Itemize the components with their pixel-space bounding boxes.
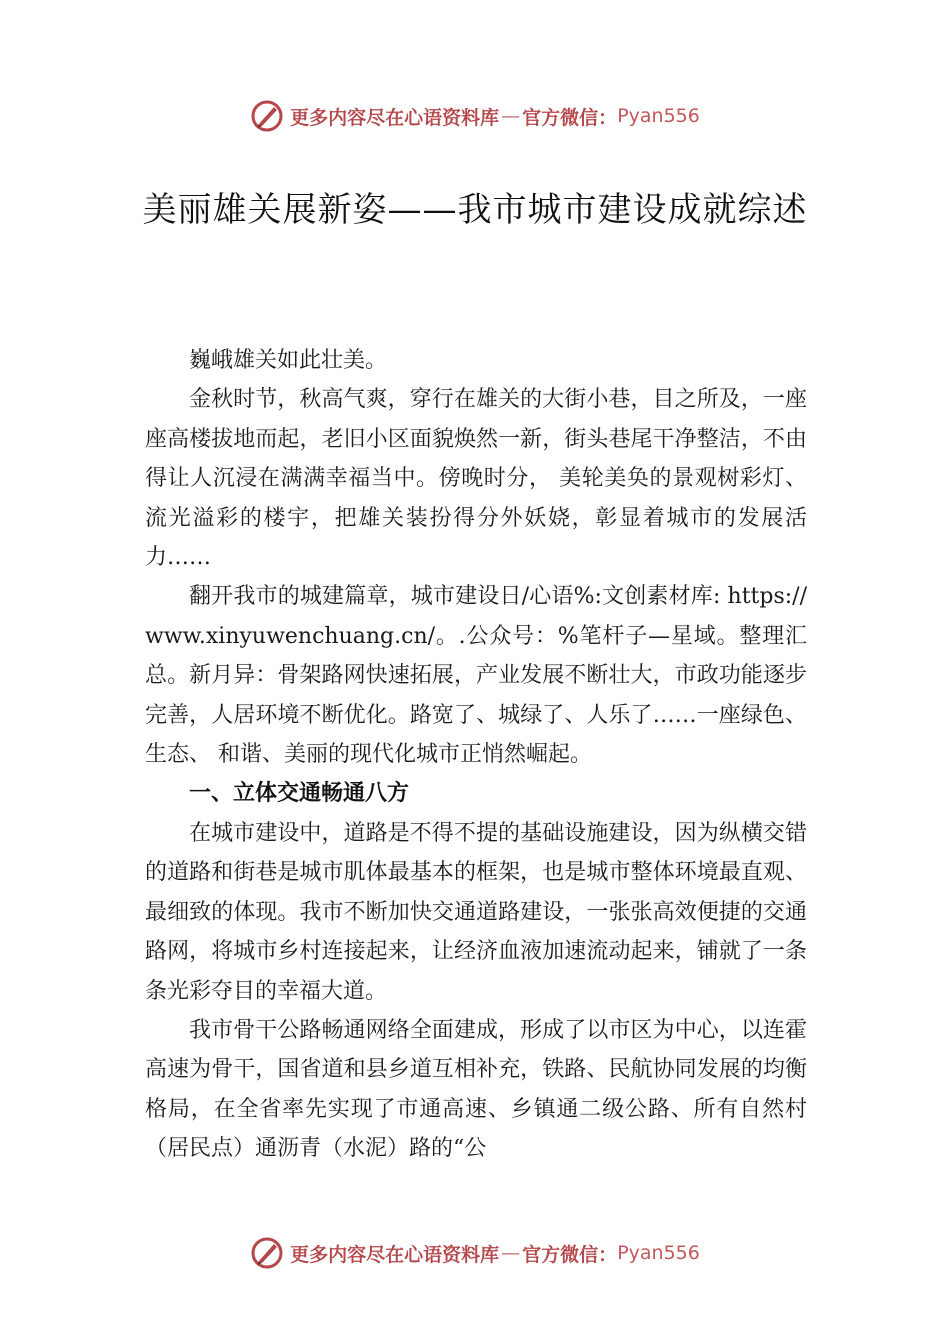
banner-main-text: 更多内容尽在心语资料库: [290, 106, 500, 129]
banner-separator: —: [501, 105, 521, 127]
brush-logo-icon: [250, 99, 284, 133]
brush-logo-icon: [250, 1236, 284, 1270]
paragraph: 金秋时节，秋高气爽，穿行在雄关的大街小巷，目之所及，一座座高楼拔地而起，老旧小区面貌焕然一新，街头巷尾干净整洁，不由得让人沉浸在满满幸福当中。傍晚时分， 美轮美奂的景观树彩灯、流光溢彩的楼宇，把雄关装扮得分外妖娆，彰显着城市的发展活力……: [145, 387, 807, 571]
footer-watermark-banner: [0, 1233, 950, 1273]
document-title: 美丽雄关展新姿——我市城市建设成就综述: [142, 190, 808, 230]
header-watermark-banner: [0, 96, 950, 136]
banner-main-text: 更多内容尽在心语资料库: [290, 1243, 500, 1266]
banner-label: 官方微信：: [522, 1243, 618, 1266]
section-heading: 一、立体交通畅通八方: [189, 781, 410, 807]
banner-label: 官方微信：: [522, 106, 618, 129]
banner-separator: —: [501, 1242, 521, 1264]
paragraph: 翻开我市的城建篇章，城市建设日/心语%:文创素材库: https://www.xinyuwenchuang.cn/。.公众号：%笔杆子—星域。整理汇总。新月异：骨架路网快速拓展，产业发展不断壮大，市政功能逐步完善，人居环境不断优化。路宽了、城绿了、人乐了……一座绿色、生态、 和谐、美丽的现代化城市正悄然崛起。: [145, 584, 807, 768]
banner-wechat-id: Pyan556: [617, 105, 700, 127]
document-body: [145, 341, 807, 1169]
paragraph: 在城市建设中，道路是不得不提的基础设施建设，因为纵横交错的道路和街巷是城市肌体最基本的框架，也是城市整体环境最直观、最细致的体现。我市不断加快交通道路建设，一张张高效便捷的交通路网，将城市乡村连接起来，让经济血液加速流动起来，铺就了一条条光彩夺目的幸福大道。: [145, 820, 807, 1004]
paragraph: 巍峨雄关如此壮美。: [189, 348, 388, 373]
paragraph: 我市骨干公路畅通网络全面建成，形成了以市区为中心，以连霍高速为骨干，国省道和县乡道互相补充，铁路、民航协同发展的均衡格局，在全省率先实现了市通高速、乡镇通二级公路、所有自然村（居民点）通沥青（水泥）路的“公: [145, 1017, 807, 1162]
banner-wechat-id: Pyan556: [617, 1242, 700, 1264]
